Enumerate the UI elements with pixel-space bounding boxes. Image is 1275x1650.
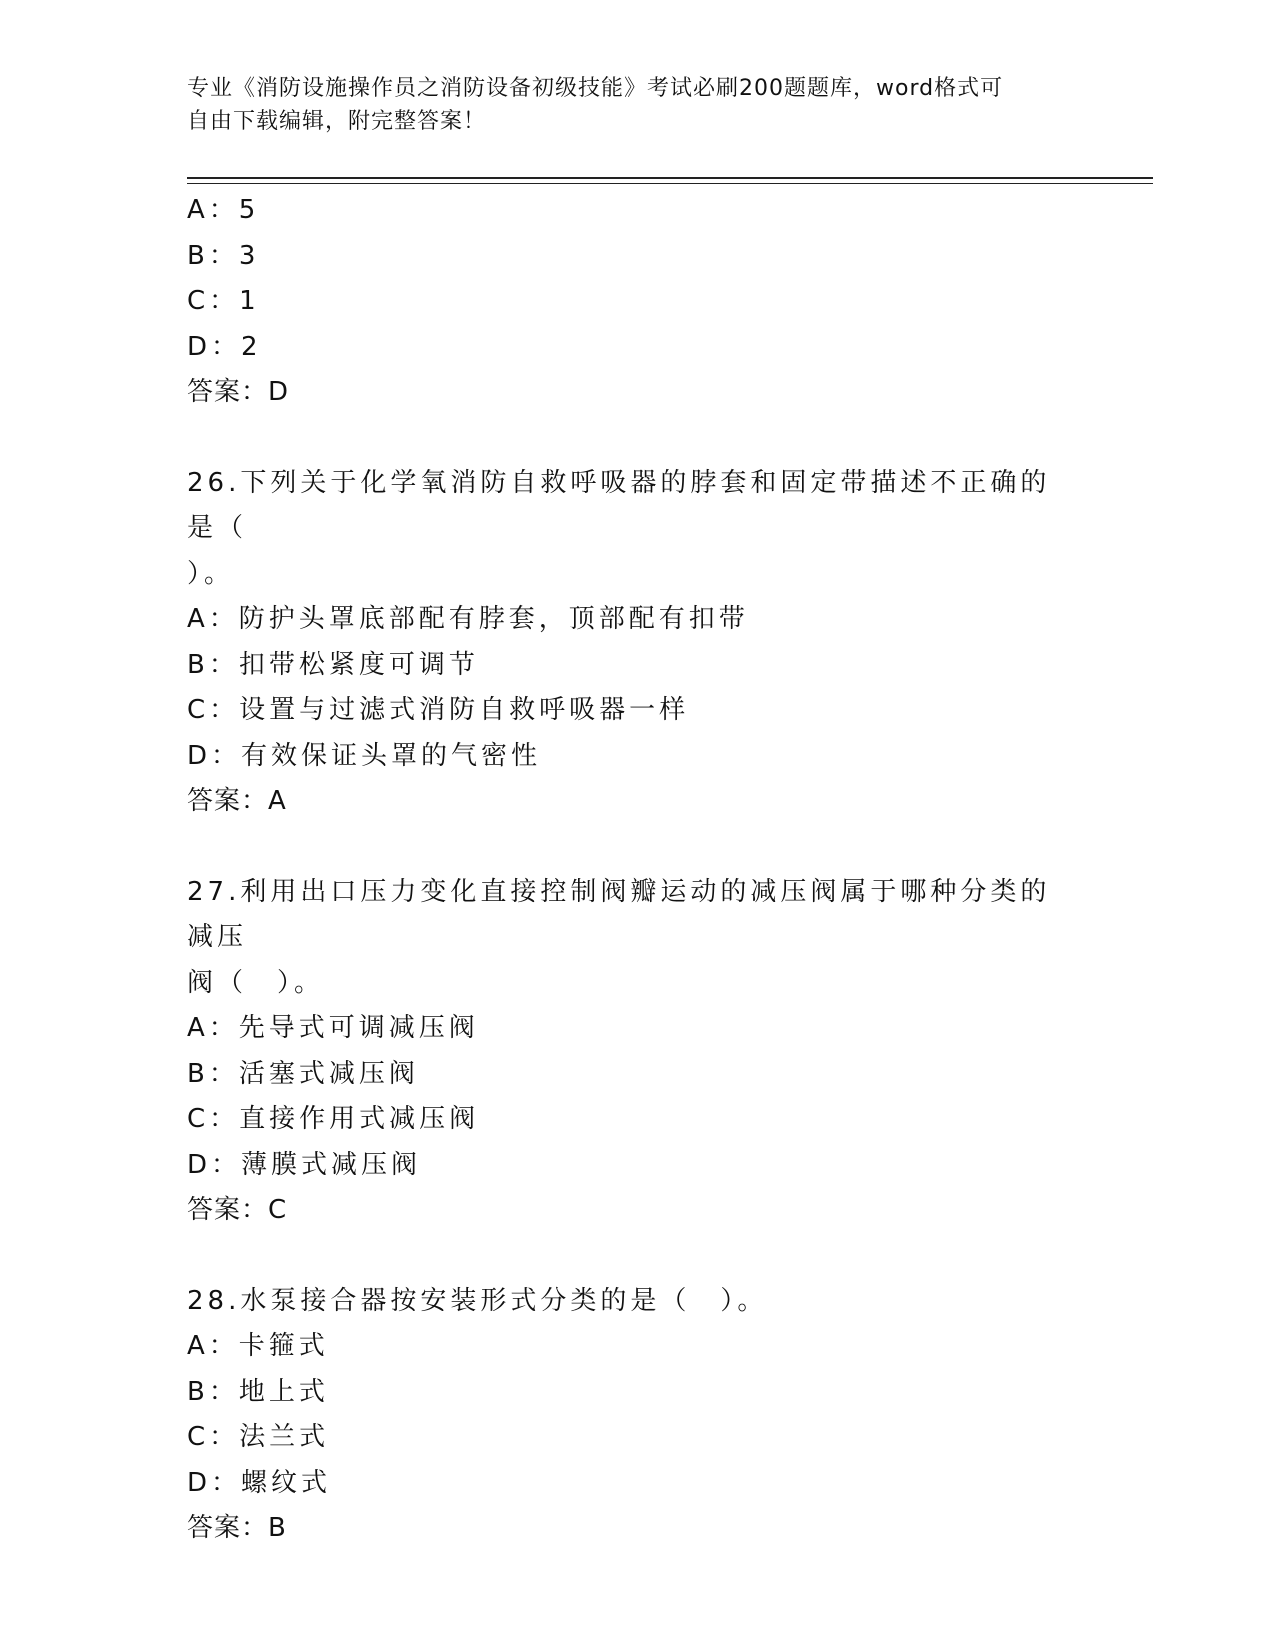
spacer <box>187 825 1087 870</box>
header-divider-thick <box>187 177 1153 179</box>
answer-line: 答案：C <box>187 1195 288 1225</box>
option-b: B：活塞式减压阀 <box>187 1058 419 1089</box>
question-28 <box>187 1279 1087 1552</box>
option-a: A：先导式可调减压阀 <box>187 1013 479 1043</box>
spacer <box>187 416 1087 461</box>
question-title-line-2: ）。 <box>187 558 235 589</box>
option-b: B：3 <box>187 240 260 271</box>
option-d: D：有效保证头罩的气密性 <box>187 740 542 771</box>
question-title-line-1: 26.下列关于化学氧消防自救呼吸器的脖套和固定带描述不正确的是（ <box>187 467 1051 543</box>
option-c: C：1 <box>187 286 260 316</box>
option-b: B：扣带松紧度可调节 <box>187 649 479 680</box>
question-27 <box>187 870 1087 1234</box>
answer-line: 答案：B <box>187 1513 287 1543</box>
answer-line: 答案：A <box>187 786 287 816</box>
answer-line: 答案：D <box>187 377 290 407</box>
header-line-2: 自由下载编辑，附完整答案！ <box>187 109 487 134</box>
question-title-line-1: 27.利用出口压力变化直接控制阀瓣运动的减压阀属于哪种分类的减压 <box>187 876 1051 952</box>
header-divider-thin <box>187 183 1153 184</box>
option-d: D：螺纹式 <box>187 1467 332 1498</box>
question-content <box>187 188 1087 1552</box>
option-a: A：防护头罩底部配有脖套，顶部配有扣带 <box>187 604 749 634</box>
header-line-1: 专业《消防设施操作员之消防设备初级技能》考试必刷200题题库，word格式可 <box>187 76 1004 101</box>
option-c: C：直接作用式减压阀 <box>187 1104 480 1134</box>
option-d: D：薄膜式减压阀 <box>187 1149 422 1180</box>
document-header <box>187 72 1087 138</box>
option-a: A：5 <box>187 195 260 225</box>
question-26 <box>187 461 1087 825</box>
spacer <box>187 1234 1087 1279</box>
option-a: A：卡箍式 <box>187 1331 329 1361</box>
question-title-line-1: 28.水泵接合器按安装形式分类的是（ ）。 <box>187 1285 768 1316</box>
option-b: B：地上式 <box>187 1376 329 1407</box>
option-d: D：2 <box>187 331 262 362</box>
option-c: C：法兰式 <box>187 1422 330 1452</box>
question-title-line-2: 阀（ ）。 <box>187 967 325 998</box>
option-c: C：设置与过滤式消防自救呼吸器一样 <box>187 695 690 725</box>
prev-question-block <box>187 188 1087 416</box>
